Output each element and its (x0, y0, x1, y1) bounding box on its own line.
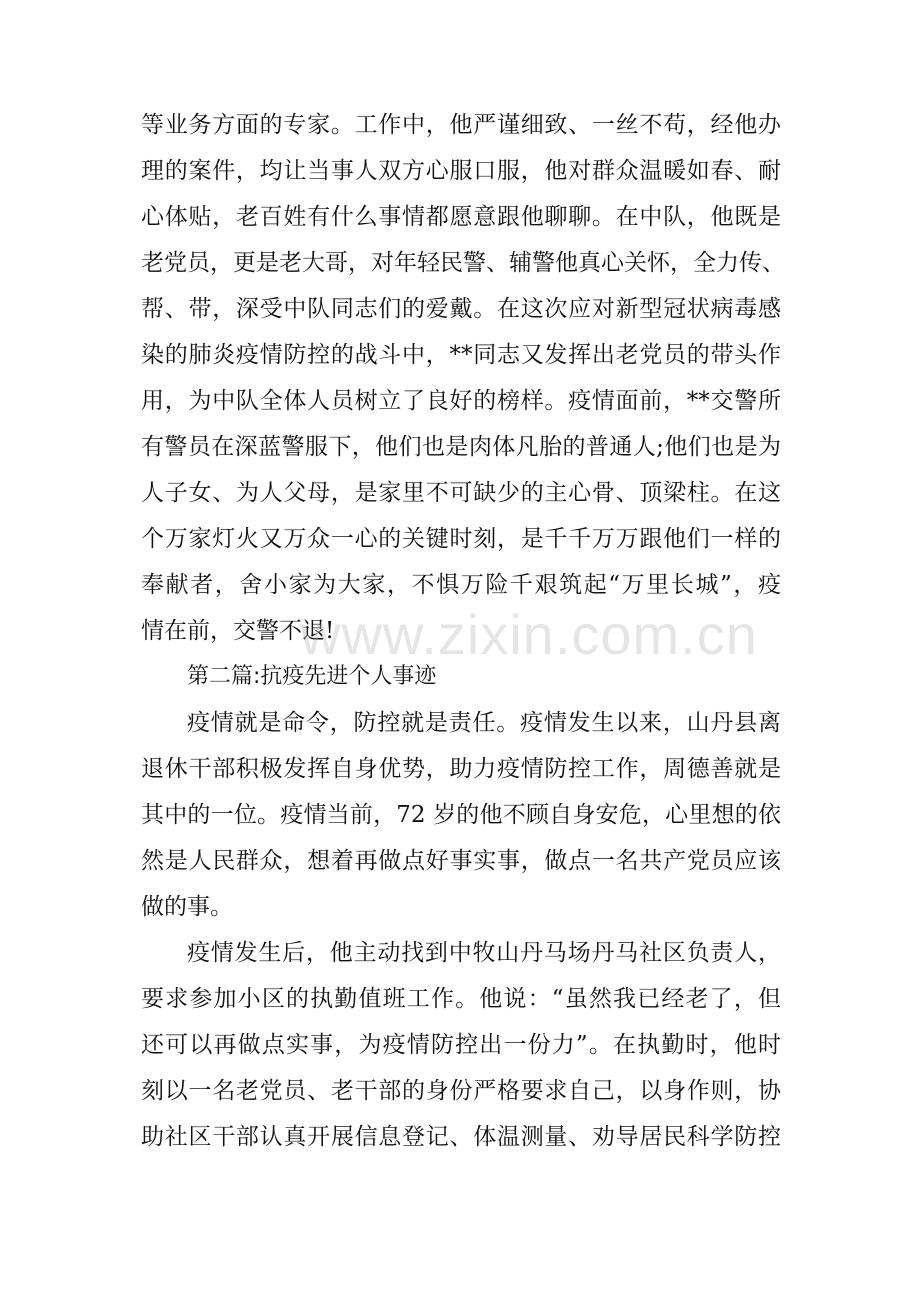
paragraph-3-line-3: 还可以再做点实事，为疫情防控出一份力”。在执勤时，他时 (141, 1032, 781, 1058)
paragraph-1-line-5: 帮、带，深受中队同志们的爱戴。在这次应对新型冠状病毒感 (141, 296, 781, 322)
paragraph-1-line-10: 个万家灯火又万众一心的关键时刻，是千千万万跟他们一样的 (141, 526, 781, 552)
paragraph-2-line-3: 其中的一位。疫情当前，72 岁的他不顾自身安危，心里想的依 (141, 802, 781, 828)
paragraph-1-line-3: 心体贴，老百姓有什么事情都愿意跟他聊聊。在中队，他既是 (141, 204, 781, 230)
paragraph-3-line-4: 刻以一名老党员、老干部的身份严格要求自己，以身作则，协 (141, 1078, 781, 1104)
watermark: www.zixin.com.cn (300, 603, 758, 666)
paragraph-2-line-4: 然是人民群众，想着再做点好事实事，做点一名共产党员应该 (141, 848, 781, 874)
paragraph-1-line-12: 情在前，交警不退! (141, 618, 335, 644)
paragraph-1-line-8: 有警员在深蓝警服下，他们也是肉体凡胎的普通人;他们也是为 (141, 434, 781, 460)
paragraph-1-line-4: 老党员，更是老大哥，对年轻民警、辅警他真心关怀，全力传、 (141, 250, 785, 276)
section-heading: 第二篇:抗疫先进个人事迹 (187, 664, 437, 689)
paragraph-2-line-1: 疫情就是命令，防控就是责任。疫情发生以来，山丹县离 (187, 710, 781, 736)
paragraph-1-line-2: 理的案件，均让当事人双方心服口服，他对群众温暖如春、耐 (141, 158, 781, 184)
paragraph-2-line-2: 退休干部积极发挥自身优势，助力疫情防控工作，周德善就是 (141, 756, 781, 782)
paragraph-2-line-5: 做的事。 (141, 894, 233, 920)
paragraph-3-line-2: 要求参加小区的执勤值班工作。他说：“虽然我已经老了，但 (141, 986, 781, 1012)
paragraph-1-line-11: 奉献者，舍小家为大家，不惧万险千艰筑起“万里长城”，疫 (141, 572, 781, 598)
paragraph-1-line-6: 染的肺炎疫情防控的战斗中，**同志又发挥出老党员的带头作 (141, 342, 781, 368)
paragraph-1-line-1: 等业务方面的专家。工作中，他严谨细致、一丝不苟，经他办 (141, 112, 781, 138)
paragraph-1-line-9: 人子女、为人父母，是家里不可缺少的主心骨、顶梁柱。在这 (141, 480, 781, 506)
paragraph-1-line-7: 用，为中队全体人员树立了良好的榜样。疫情面前，**交警所 (141, 388, 781, 414)
paragraph-3-line-5: 助社区干部认真开展信息登记、体温测量、劝导居民科学防控 (141, 1124, 781, 1150)
paragraph-3-line-1: 疫情发生后，他主动找到中牧山丹马场丹马社区负责人， (187, 940, 781, 966)
